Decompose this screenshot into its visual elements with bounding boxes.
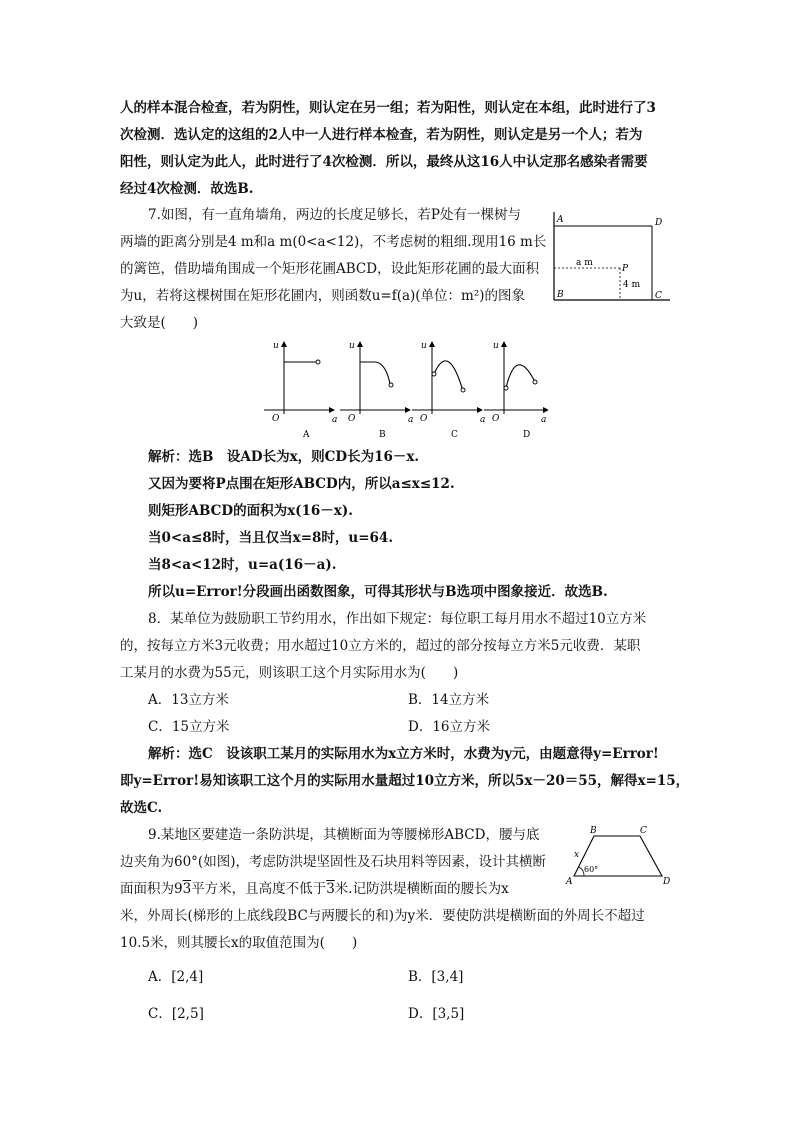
- label-a: A: [557, 215, 564, 225]
- svg-text:u: u: [349, 341, 355, 351]
- q7-solution-line: 则矩形ABCD的面积为x(16－x).: [148, 503, 353, 519]
- q9-line: 米，外周长(梯形的上底线段BC与两腰长的和)为y米．要使防洪堤横断面的外周长不超过: [120, 908, 645, 924]
- q9-line: 9.某地区要建造一条防洪堤，其横断面为等腰梯形ABCD，腰与底: [148, 827, 540, 843]
- svg-text:D: D: [663, 877, 671, 886]
- q7-graph-options: [258, 336, 548, 440]
- label-d: D: [655, 218, 663, 228]
- q8-line: 的，按每立方米3元收费；用水超过10立方米的，超过的部分按每立方米5元收费．某职: [120, 638, 641, 654]
- q8-solution-line: 故选C.: [120, 800, 163, 816]
- svg-text:D: D: [523, 430, 531, 440]
- svg-text:O: O: [348, 414, 356, 424]
- svg-text:A: A: [566, 877, 573, 886]
- q8-option-c[interactable]: C．15立方米: [148, 719, 230, 735]
- svg-text:A: A: [303, 430, 310, 440]
- q9-line: 10.5米，则其腰长x的取值范围为( ): [120, 935, 358, 951]
- text-line: 阳性，则认定为此人，此时进行了4次检测．所以，最终从这16人中认定那名感染者需要: [120, 154, 648, 170]
- q7-solution-line: 又因为要将P点围在矩形ABCD内，所以a≤x≤12.: [148, 476, 455, 492]
- q8-option-b[interactable]: B．14立方米: [408, 692, 490, 708]
- graph-c: [412, 341, 485, 440]
- svg-text:u: u: [493, 341, 499, 351]
- graph-d: [484, 341, 548, 440]
- q9-line: 面面积为93平方米，且高度不低于3米.记防洪堤横断面的腰长为x: [120, 881, 509, 897]
- q8-option-d[interactable]: D．16立方米: [408, 719, 491, 735]
- q8-line: 工某月的水费为55元，则该职工这个月实际用水为( ): [120, 665, 459, 681]
- svg-text:x: x: [574, 850, 580, 860]
- q9-option-b[interactable]: B．[3,4]: [408, 969, 464, 985]
- graph-b: [340, 341, 413, 440]
- label-b: B: [557, 290, 564, 300]
- q9-option-c[interactable]: C．[2,5]: [148, 1006, 204, 1022]
- q7-solution-line: 当0<a≤8时，当且仅当x=8时，u=64.: [148, 530, 394, 546]
- sqrt-3: 3: [326, 881, 335, 897]
- svg-text:C: C: [640, 826, 647, 836]
- q8-option-a[interactable]: A．13立方米: [148, 692, 229, 708]
- q7-solution-line: 解析：选B 设AD长为x，则CD长为16－x.: [148, 449, 420, 465]
- svg-text:B: B: [590, 826, 597, 836]
- svg-text:u: u: [421, 341, 427, 351]
- svg-text:B: B: [379, 430, 386, 440]
- q7-line: 两墙的距离分别是4 m和a m(0<a<12)，不考虑树的粗细.现用16 m长: [120, 234, 547, 250]
- svg-text:u: u: [273, 341, 279, 351]
- svg-text:a: a: [541, 415, 547, 425]
- q7-line: 为u，若将这棵树围在矩形花圃内，则函数u=f(a)(单位：m²)的图象: [120, 288, 526, 304]
- q8-line: 8．某单位为鼓励职工节约用水，作出如下规定：每位职工每月用水不超过10立方米: [148, 611, 647, 627]
- svg-text:60°: 60°: [584, 865, 599, 874]
- q9-trapezoid-figure: [562, 824, 674, 886]
- svg-text:a: a: [408, 415, 414, 425]
- q9-line: 边夹角为60°(如图)，考虑防洪堤坚固性及石块用料等因素，设计其横断: [120, 854, 546, 870]
- label-p: P: [622, 264, 629, 274]
- text-line: 次检测．选认定的这组的2人中一人进行样本检查，若为阴性，则认定是另一个人；若为: [120, 127, 643, 143]
- svg-text:a: a: [480, 415, 486, 425]
- svg-text:O: O: [272, 414, 280, 424]
- q7-line: 的篱笆，借助墙角围成一个矩形花圃ABCD，设此矩形花圃的最大面积: [120, 261, 540, 277]
- q7-solution-line: 所以u=Error!分段画出函数图象，可得其形状与B选项中图象接近．故选B.: [148, 584, 608, 600]
- svg-text:a: a: [332, 415, 338, 425]
- q8-solution-line: 即y=Error!易知该职工这个月的实际用水量超过10立方米，所以5x－20＝55，解得x=15，: [120, 773, 690, 789]
- q9-option-a[interactable]: A．[2,4]: [148, 969, 204, 985]
- q7-solution-line: 当8<a<12时，u=a(16－a).: [148, 557, 337, 573]
- svg-text:O: O: [420, 414, 428, 424]
- text-line: 人的样本混合检查，若为阴性，则认定在另一组；若为阳性，则认定在本组，此时进行了3: [120, 100, 656, 116]
- q7-rectangle-figure: [548, 208, 676, 304]
- q7-line: 大致是( ): [120, 315, 199, 331]
- q9-option-d[interactable]: D．[3,5]: [408, 1006, 465, 1022]
- svg-text:C: C: [451, 430, 458, 440]
- q8-solution-line: 解析：选C 设该职工某月的实际用水为x立方米时，水费为y元，由题意得y=Error!: [148, 746, 659, 762]
- label-am: a m: [576, 258, 593, 268]
- text-line: 经过4次检测．故选B.: [120, 181, 254, 197]
- svg-text:O: O: [492, 414, 500, 424]
- graph-a: [264, 341, 337, 440]
- label-4m: 4 m: [623, 280, 641, 290]
- sqrt-3: 3: [182, 881, 192, 897]
- q7-line: 7.如图，有一直角墙角，两边的长度足够长，若P处有一棵树与: [148, 207, 521, 223]
- label-c: C: [655, 291, 662, 301]
